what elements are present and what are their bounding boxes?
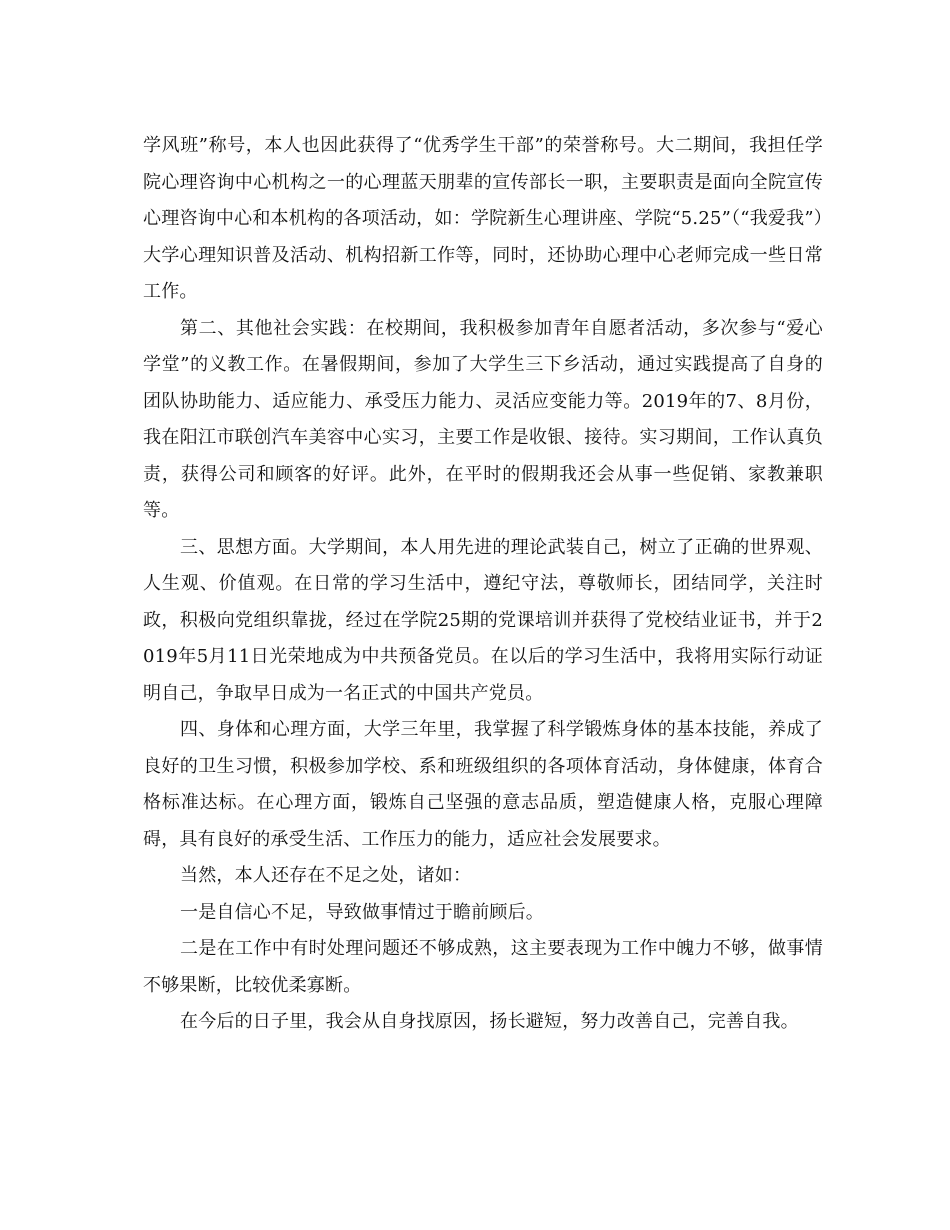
- paragraph-shortcoming-two: 二是在工作中有时处理问题还不够成熟，这主要表现为工作中魄力不够，做事情不够果断，比较优柔寡断。: [143, 938, 823, 996]
- paragraph-body-and-mind: 四、身体和心理方面，大学三年里，我掌握了科学锻炼身体的基本技能，养成了良好的卫生习惯，积极参加学校、系和班级组织的各项体育活动，身体健康，体育合格标准达标。在心理方面，锻炼自己坚强的意志品质，塑造健康人格，克服心理障碍，具有良好的承受生活、工作压力的能力，适应社会发展要求。: [143, 719, 823, 850]
- paragraph-social-practice: 第二、其他社会实践：在校期间，我积极参加青年自愿者活动，多次参与“爱心学堂”的义教工作。在暑假期间，参加了大学生三下乡活动，通过实践提高了自身的团队协助能力、适应能力、承受压力能力、灵活应变能力等。2019年的7、8月份，我在阳江市联创汽车美容中心实习，主要工作是收银、接待。实习期间，工作认真负责，获得公司和顾客的好评。此外，在平时的假期我还会从事一些促销、家教兼职等。: [143, 317, 823, 521]
- paragraph-shortcoming-one: 一是自信心不足，导致做事情过于瞻前顾后。: [180, 901, 544, 923]
- document-body: [143, 128, 823, 1041]
- paragraph-ideology: 三、思想方面。大学期间，本人用先进的理论武装自己，树立了正确的世界观、人生观、价值观。在日常的学习生活中，遵纪守法，尊敬师长，团结同学，关注时政，积极向党组织靠拢，经过在学院25期的党课培训并获得了党校结业证书，并于2019年5月11日光荣地成为中共预备党员。在以后的学习生活中，我将用实际行动证明自己，争取早日成为一名正式的中国共产党员。: [143, 536, 823, 704]
- paragraph-shortcomings-intro: 当然，本人还存在不足之处，诸如：: [180, 865, 472, 886]
- paragraph-honors-and-roles: 学风班”称号，本人也因此获得了“优秀学生干部”的荣誉称号。大二期间，我担任学院心理咨询中心机构之一的心理蓝天朋辈的宣传部长一职，主要职责是面向全院宣传心理咨询中心和本机构的各项活动，如：学院新生心理讲座、学院“5.25”（“我爱我”）大学心理知识普及活动、机构招新工作等，同时，还协助心理中心老师完成一些日常工作。: [143, 135, 823, 302]
- paragraph-conclusion: 在今后的日子里，我会从自身找原因，扬长避短，努力改善自己，完善自我。: [180, 1011, 799, 1032]
